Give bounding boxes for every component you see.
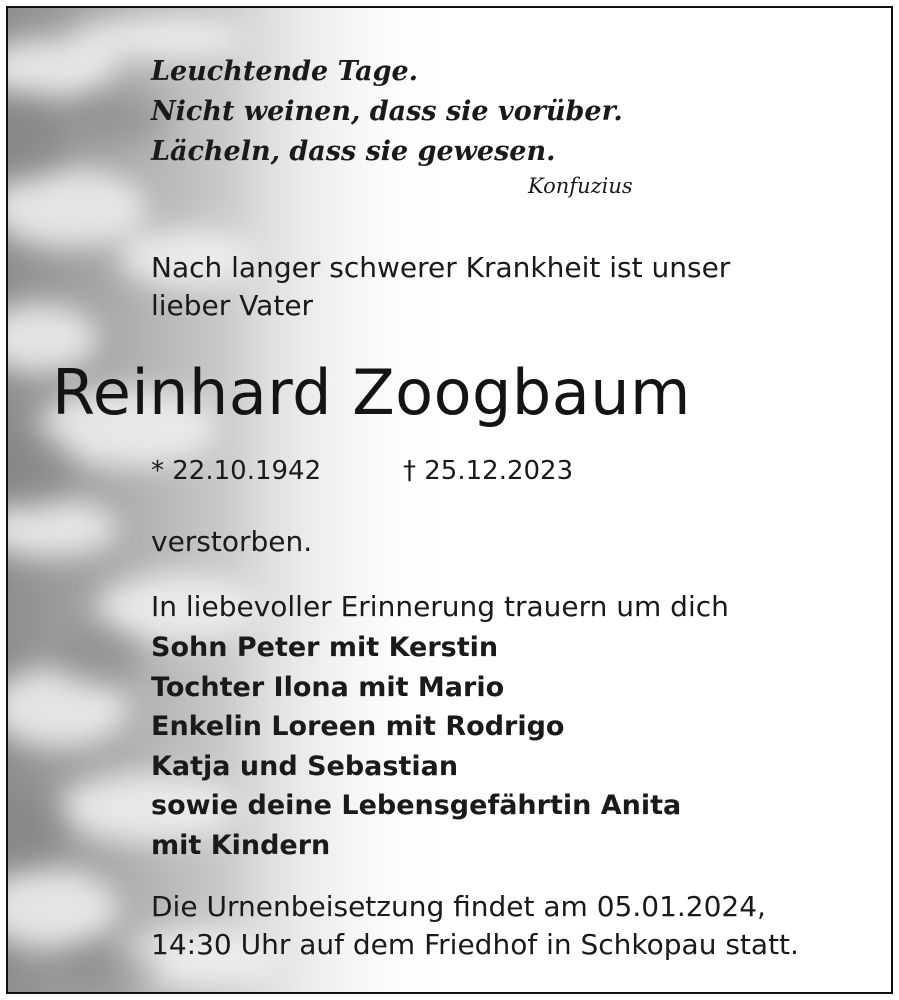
- quote-line: Lächeln, dass sie gewesen.: [151, 136, 556, 167]
- intro-text: [151, 249, 730, 325]
- quote-block: [151, 52, 623, 172]
- quote-line: Leuchtende Tage.: [151, 56, 419, 87]
- funeral-info: [151, 888, 799, 964]
- birth-date: * 22.10.1942: [151, 456, 322, 486]
- intro-line: Nach langer schwerer Krankheit ist unser: [151, 251, 731, 284]
- mourner-name: sowie deine Lebensgefährtin Anita: [151, 790, 682, 821]
- obituary-notice: [6, 6, 893, 994]
- deceased-name: Reinhard Zoogbaum: [52, 356, 691, 429]
- mourner-name: Katja und Sebastian: [151, 750, 459, 782]
- funeral-line: 14:30 Uhr auf dem Friedhof in Schkopau statt.: [151, 928, 799, 961]
- mourners-intro: In liebevoller Erinnerung trauern um dich: [151, 590, 729, 623]
- mourner-name: Tochter Ilona mit Mario: [151, 671, 505, 703]
- mourner-name: Enkelin Loreen mit Rodrigo: [151, 711, 565, 742]
- quote-author: Konfuzius: [528, 174, 633, 198]
- quote-line: Nicht weinen, dass sie vorüber.: [151, 96, 623, 127]
- death-date: † 25.12.2023: [403, 456, 574, 486]
- mourners-list: [151, 628, 681, 865]
- mourner-name: mit Kindern: [151, 829, 331, 861]
- passed-text: verstorben.: [151, 525, 313, 558]
- intro-line: lieber Vater: [151, 289, 314, 322]
- funeral-line: Die Urnenbeisetzung findet am 05.01.2024,: [151, 890, 766, 923]
- mourner-name: Sohn Peter mit Kerstin: [151, 632, 499, 663]
